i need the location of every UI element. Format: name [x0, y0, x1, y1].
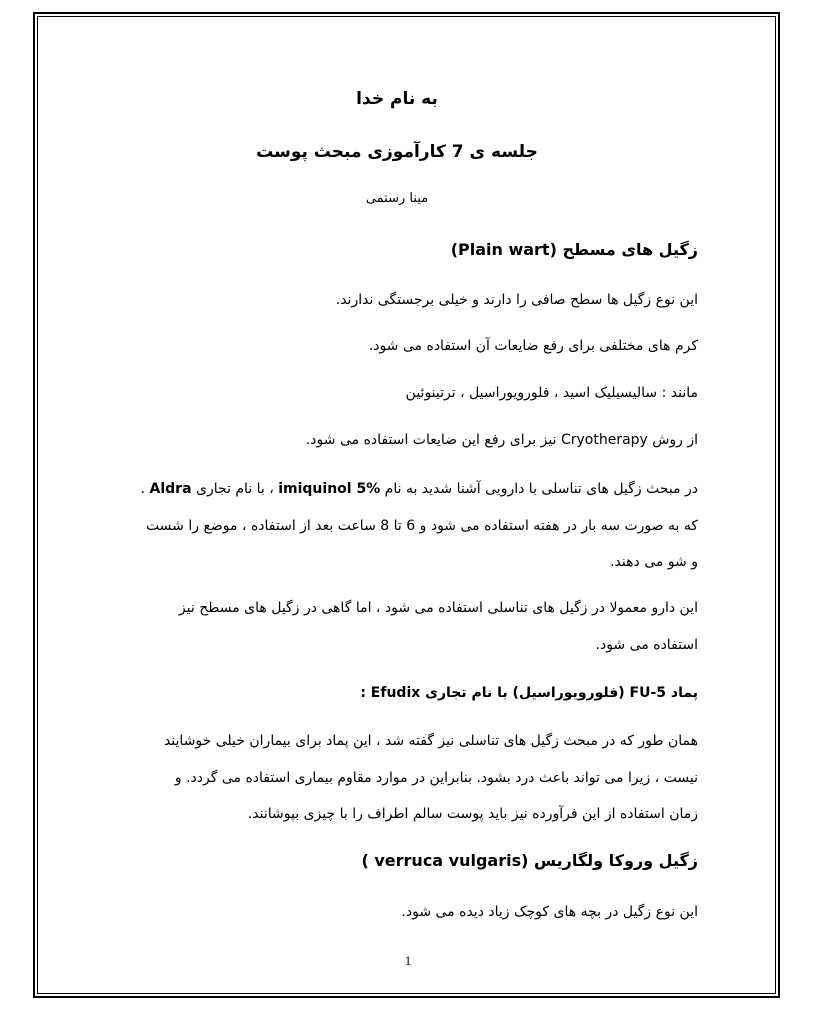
- text-segment: .: [140, 481, 150, 497]
- section3-heading: زگیل وروکا ولگاریس (verruca vulgaris ): [361, 851, 698, 870]
- section1-paragraph-3: مانند : سالیسیلیک اسید ، فلورویوراسیل ، ترتینوئین: [405, 385, 698, 401]
- section2-heading: پماد 5-FU (فلورویوراسیل) با نام تجاری Efudix :: [360, 685, 698, 701]
- section1-paragraph-6-line-1: این دارو معمولا در زگیل های تناسلی استفاده می شود ، اما گاهی در زگیل های مسطح نیز: [178, 600, 698, 616]
- author-name: مینا رستمی: [365, 191, 429, 206]
- section1-paragraph-5-line-3: و شو می دهند.: [610, 554, 698, 570]
- section1-paragraph-1: این نوع زگیل ها سطح صافی را دارند و خیلی برجستگی ندارند.: [335, 292, 698, 308]
- document-title: جلسه ی 7 کارآموزی مبحث پوست: [256, 142, 538, 162]
- section3-paragraph-1: این نوع زگیل در بچه های کوچک زیاد دیده می شود.: [401, 904, 698, 920]
- section2-paragraph-1-line-1: همان طور که در مبحث زگیل های تناسلی نیز گفته شد ، این پماد برای بیماران خیلی خوشایند: [163, 733, 698, 749]
- section1-paragraph-4: از روش Cryotherapy نیز برای رفع این ضایعات استفاده می شود.: [305, 432, 698, 448]
- section2-paragraph-1-line-3: زمان استفاده از این فرآورده نیز باید پوست سالم اطراف را با چیزی بپوشانند.: [247, 806, 698, 822]
- section2-paragraph-1-line-2: نیست ، زیرا می تواند باعث درد بشود. بنابراین در موارد مقاوم بیماری استفاده می گردد. و: [174, 770, 698, 786]
- section1-heading: زگیل های مسطح (Plain wart): [450, 240, 698, 259]
- text-segment: در مبحث زگیل های تناسلی با دارویی آشنا شدید به نام: [380, 481, 698, 497]
- document-page: [96, 0, 698, 1036]
- section1-paragraph-2: کرم های مختلفی برای رفع ضایعات آن استفاده می شود.: [368, 338, 698, 354]
- section1-paragraph-5-line-2: که به صورت سه بار در هفته استفاده می شود و 6 تا 8 ساعت بعد از استفاده ، موضع را شست: [145, 518, 698, 534]
- heading-bismillah: به نام خدا: [356, 89, 438, 109]
- section1-paragraph-5-line-1: [96, 478, 698, 500]
- section1-paragraph-6-line-2: استفاده می شود.: [595, 637, 698, 653]
- drug-name: imiquinol 5%: [278, 481, 381, 497]
- brand-name: Aldra: [149, 481, 192, 497]
- page-number: 1: [404, 953, 412, 968]
- text-segment: ، با نام تجاری: [191, 481, 279, 497]
